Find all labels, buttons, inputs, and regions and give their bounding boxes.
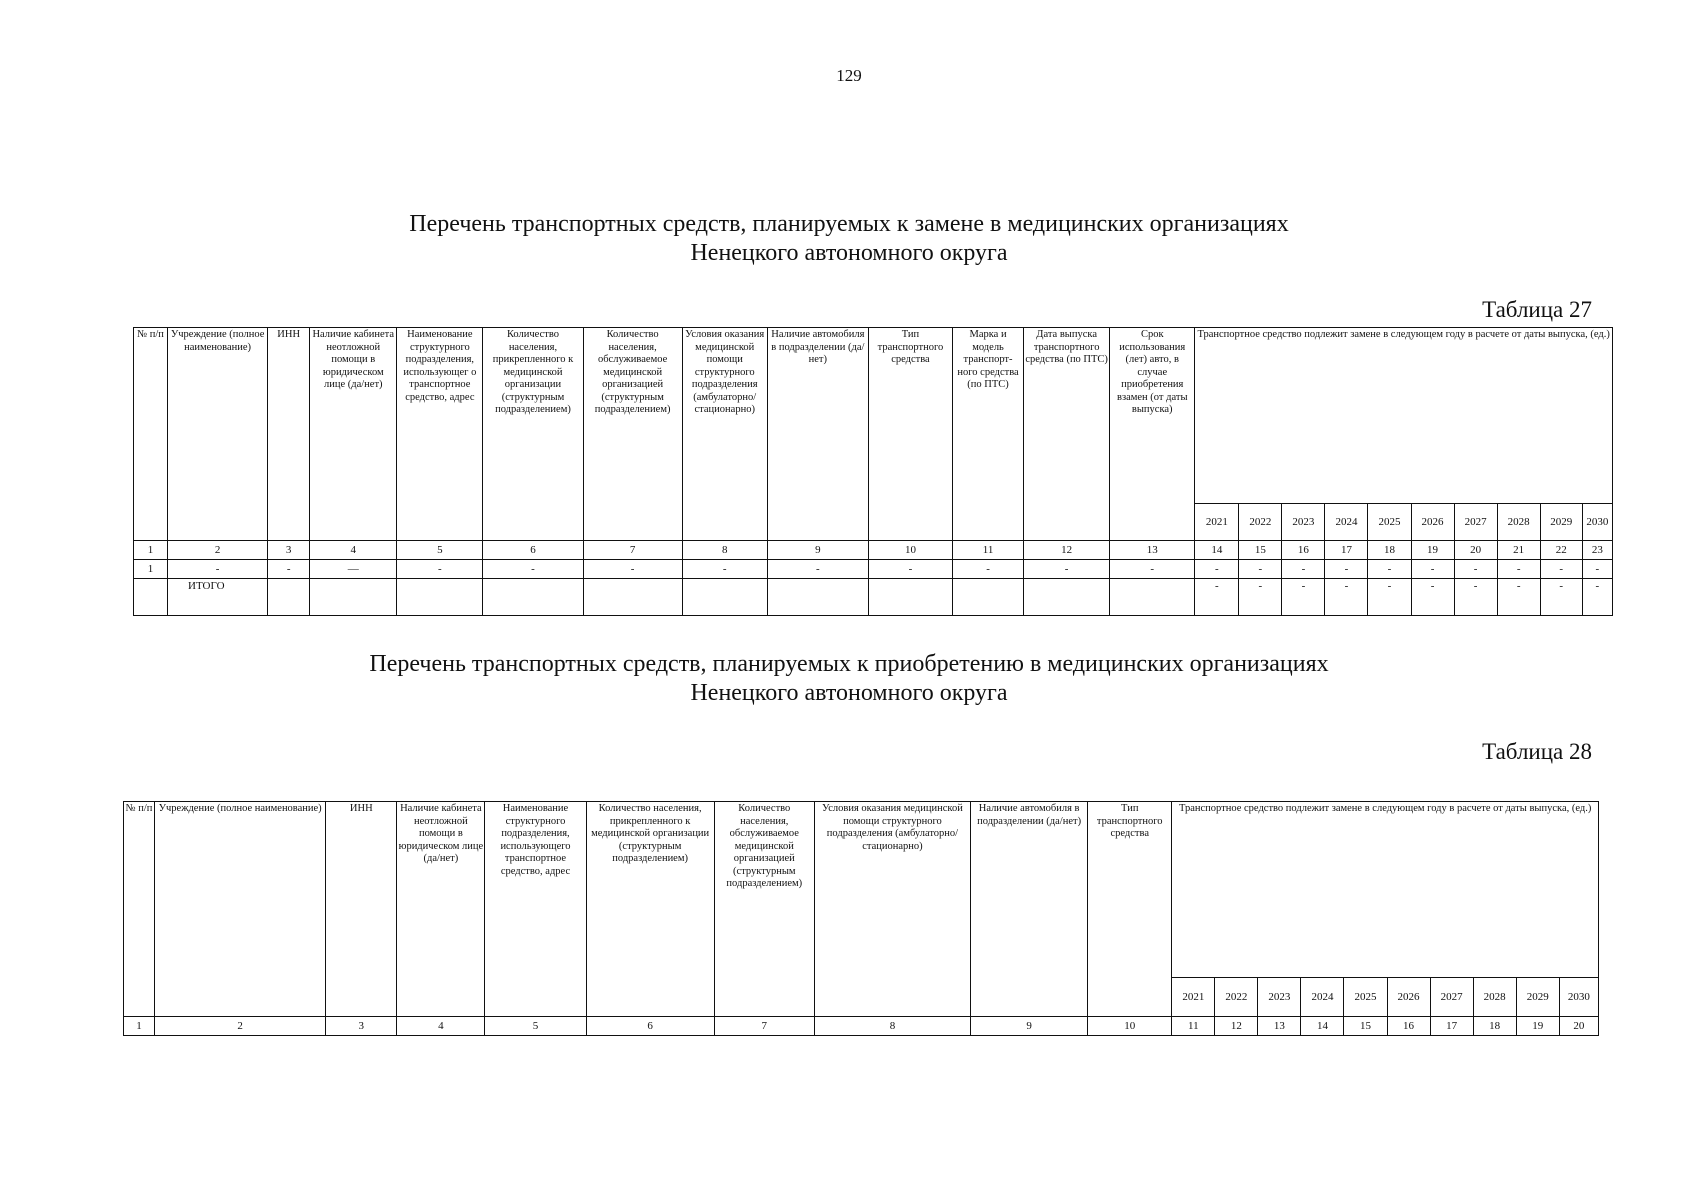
table28-title-line1: Перечень транспортных средств, планируемых к приобретению в медицинских организациях [369,651,1329,677]
table27-number-row [134,541,1613,560]
table27-header-cell: Тип транспортного средства [868,328,952,541]
col-number: 23 [1582,541,1612,560]
table-cell: - [1110,560,1195,579]
col-number: 6 [483,541,583,560]
total-cell: - [1497,579,1540,616]
table-cell [268,579,310,616]
col-number: 21 [1497,541,1540,560]
table27-header-cell: № п/п [134,328,168,541]
table28 [123,801,1599,1036]
table-cell: - [583,560,682,579]
table-cell: - [1024,560,1110,579]
col-number: 4 [310,541,397,560]
col-number: 14 [1301,1017,1344,1036]
year-cell: 2023 [1258,977,1301,1016]
col-number: 3 [268,541,310,560]
year-cell: 2028 [1473,977,1516,1016]
total-cell: - [1454,579,1497,616]
year-cell: 2021 [1195,503,1239,540]
table28-header-cell: Наличие кабинета неотложной помощи в юридическом лице (да/нет) [397,802,485,1017]
year-cell: 2029 [1540,503,1582,540]
table27-title-line1: Перечень транспортных средств, планируемых к замене в медицинских организациях [409,211,1289,237]
year-cell: 2025 [1368,503,1411,540]
table-cell [310,579,397,616]
total-cell: - [1368,579,1411,616]
table27-header-cell: Наименование структурного подразделения, использующег о транспортное средство, адрес [397,328,483,541]
table28-header-cell: Количество населения, прикрепленного к медицинской организации (структурным подразделением) [586,802,714,1017]
table-cell: - [1497,560,1540,579]
col-number: 9 [767,541,868,560]
year-cell: 2022 [1239,503,1282,540]
col-number: 18 [1368,541,1411,560]
table-cell: - [1540,560,1582,579]
table-cell: - [953,560,1024,579]
table-cell: - [483,560,583,579]
col-number: 20 [1454,541,1497,560]
table28-number-row [124,1017,1599,1036]
table-cell: 1 [134,560,168,579]
year-cell: 2027 [1454,503,1497,540]
year-cell: 2027 [1430,977,1473,1016]
col-number: 19 [1411,541,1454,560]
col-number: 13 [1258,1017,1301,1036]
col-number: 12 [1024,541,1110,560]
year-cell: 2022 [1215,977,1258,1016]
col-number: 17 [1325,541,1368,560]
total-label: ИТОГО [168,579,268,616]
table27-header-cell: Количество населения, прикрепленного к медицинской организации (структурным подразделением) [483,328,583,541]
col-number: 1 [134,541,168,560]
table27-header-cell: Количество населения, обслуживаемое медицинской организацией (структурным подразделением) [583,328,682,541]
table-cell [682,579,767,616]
table-cell: - [268,560,310,579]
page-number: 129 [836,66,862,85]
col-number: 7 [714,1017,814,1036]
table-cell: - [1411,560,1454,579]
col-number: 6 [586,1017,714,1036]
col-number: 7 [583,541,682,560]
table-cell: - [1368,560,1411,579]
table27-header-cell: Учреждение (полное наименование) [168,328,268,541]
total-cell: - [1411,579,1454,616]
table27-title-line2: Ненецкого автономного округа [690,240,1008,266]
table-cell: - [767,560,868,579]
col-number: 2 [155,1017,326,1036]
table-cell: - [1195,560,1239,579]
col-number: 15 [1344,1017,1387,1036]
year-cell: 2024 [1301,977,1344,1016]
col-number: 8 [814,1017,970,1036]
year-cell: 2023 [1282,503,1325,540]
table28-title [0,650,1698,708]
table28-header-cell: Количество населения, обслуживаемое медицинской организацией (структурным подразделением) [714,802,814,1017]
col-number: 18 [1473,1017,1516,1036]
table28-group-header: Транспортное средство подлежит замене в следующем году в расчете от даты выпуска, (ед.) [1172,802,1599,978]
table27-header-cell: Наличие автомобиля в подразделении (да/нет) [767,328,868,541]
table28-label: Таблица 28 [1482,739,1592,764]
table-cell [1024,579,1110,616]
table28-title-line2: Ненецкого автономного округа [690,680,1008,706]
col-number: 9 [971,1017,1088,1036]
col-number: 3 [326,1017,397,1036]
table-cell [397,579,483,616]
col-number: 5 [397,541,483,560]
year-cell: 2026 [1411,503,1454,540]
col-number: 14 [1195,541,1239,560]
table-cell: - [1325,560,1368,579]
total-cell: - [1582,579,1612,616]
year-cell: 2026 [1387,977,1430,1016]
total-cell: - [1195,579,1239,616]
total-cell: - [1540,579,1582,616]
col-number: 8 [682,541,767,560]
table27-total-row [134,579,1613,616]
col-number: 10 [868,541,952,560]
table-cell: - [682,560,767,579]
table28-header-cell: ИНН [326,802,397,1017]
total-cell: - [1282,579,1325,616]
table-cell [483,579,583,616]
table27-header-cell: Наличие кабинета неотложной помощи в юридическом лице (да/нет) [310,328,397,541]
table28-header-row [124,802,1599,978]
table-cell [134,579,168,616]
year-cell: 2028 [1497,503,1540,540]
total-cell: - [1325,579,1368,616]
col-number: 4 [397,1017,485,1036]
year-cell: 2024 [1325,503,1368,540]
table-cell: - [1239,560,1282,579]
table-cell [767,579,868,616]
table27-group-header: Транспортное средство подлежит замене в следующем году в расчете от даты выпуска, (ед.) [1195,328,1613,504]
col-number: 2 [168,541,268,560]
table28-header-cell: Тип транспортного средства [1088,802,1172,1017]
table27-header-cell: Марка и модель транспорт- ного средства (по ПТС) [953,328,1024,541]
table-cell: - [397,560,483,579]
col-number: 17 [1430,1017,1473,1036]
table-cell: - [868,560,952,579]
total-cell: - [1239,579,1282,616]
table-cell [868,579,952,616]
year-cell: 2021 [1172,977,1215,1016]
table-cell [583,579,682,616]
table-cell: - [1582,560,1612,579]
col-number: 11 [953,541,1024,560]
table27-data-row [134,560,1613,579]
year-cell: 2025 [1344,977,1387,1016]
table-cell [1110,579,1195,616]
table-cell: — [310,560,397,579]
table27-header-row [134,328,1613,504]
col-number: 19 [1516,1017,1559,1036]
col-number: 13 [1110,541,1195,560]
col-number: 20 [1559,1017,1598,1036]
table27-title [0,210,1698,268]
table28-header-cell: Условия оказания медицинской помощи структурного подразделения (амбулаторно/стационарно) [814,802,970,1017]
col-number: 12 [1215,1017,1258,1036]
table27-header-cell: Условия оказания медицинской помощи структурного подразделения (амбулаторно/ стационарно) [682,328,767,541]
table27-header-cell: Срок использования (лет) авто, в случае приобретения взамен (от даты выпуска) [1110,328,1195,541]
table-cell: - [1282,560,1325,579]
table27-header-cell: Дата выпуска транспортного средства (по ПТС) [1024,328,1110,541]
col-number: 15 [1239,541,1282,560]
table-cell: - [1454,560,1497,579]
col-number: 1 [124,1017,155,1036]
col-number: 16 [1387,1017,1430,1036]
table27-header-cell: ИНН [268,328,310,541]
col-number: 22 [1540,541,1582,560]
table28-header-cell: Наименование структурного подразделения, использующего транспортное средство, адрес [485,802,586,1017]
table28-header-cell: Наличие автомобиля в подразделении (да/нет) [971,802,1088,1017]
table-cell [953,579,1024,616]
table27 [133,327,1613,616]
table27-label: Таблица 27 [1482,297,1592,322]
year-cell: 2030 [1559,977,1598,1016]
year-cell: 2029 [1516,977,1559,1016]
year-cell: 2030 [1582,503,1612,540]
table-cell: - [168,560,268,579]
col-number: 5 [485,1017,586,1036]
table28-header-cell: № п/п [124,802,155,1017]
col-number: 11 [1172,1017,1215,1036]
col-number: 16 [1282,541,1325,560]
col-number: 10 [1088,1017,1172,1036]
table28-header-cell: Учреждение (полное наименование) [155,802,326,1017]
